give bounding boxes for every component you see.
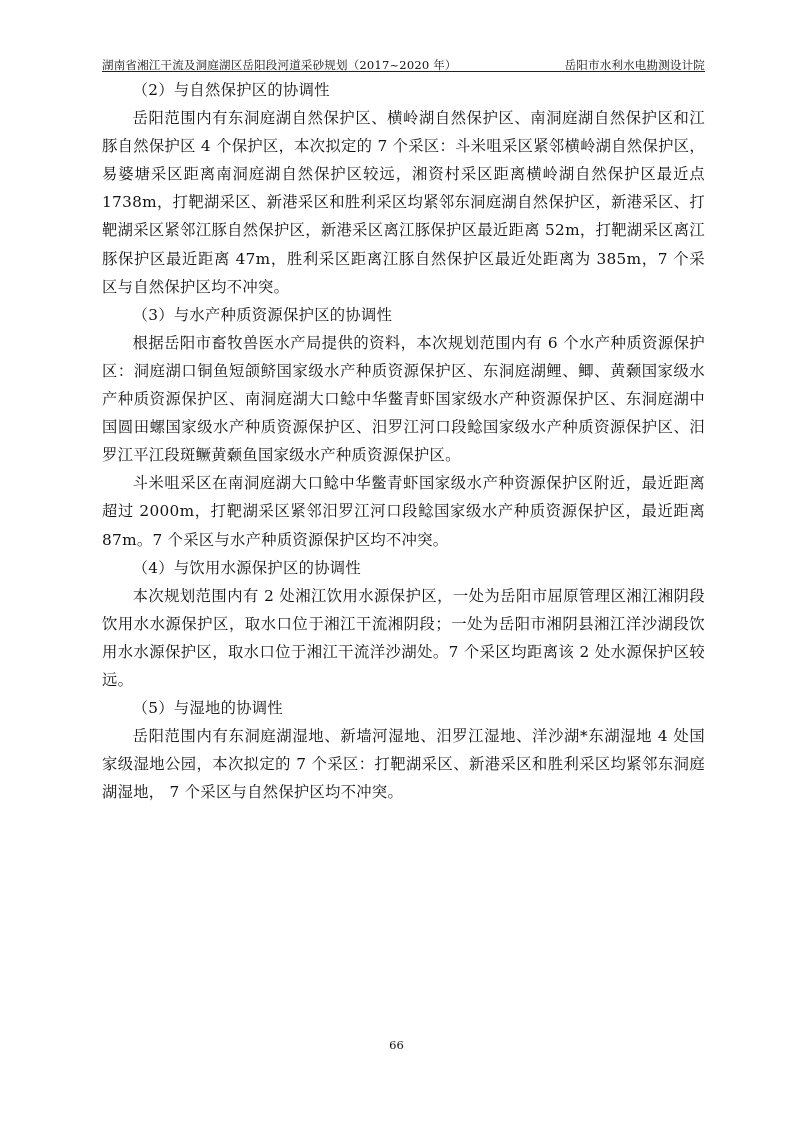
section-heading: （5）与湿地的协调性: [132, 699, 283, 718]
section-heading: （4）与饮用水源保护区的协调性: [132, 558, 361, 577]
body-paragraph: 岳阳范围内有东洞庭湖自然保护区、横岭湖自然保护区、南洞庭湖自然保护区和江豚自然保护区 4 个保护区，本次拟定的 7 个采区：斗米咀采区紧邻横岭湖自然保护区，易婆塘采区距离南洞庭湖自然保护区较远，湘资村采区距离横岭湖自然保护区最近点 1738m，打靶湖采区、新港采区和胜利采区均紧邻东洞庭湖自然保护区，新港采区、打靶湖采区紧邻江豚自然保护区，新港采区离江豚保护区最近距离 52m，打靶湖采区离江豚保护区最近距离 47m，胜利采区距离江豚自然保护区最近处距离为 385m，7 个采区与自然保护区均不冲突。: [102, 109, 705, 296]
header-title: 湖南省湘江干流及洞庭湖区岳阳段河道采砂规划（2017~2020 年）: [102, 58, 457, 72]
page-header: [102, 52, 705, 72]
section-heading: （2）与自然保护区的协调性: [132, 81, 330, 99]
body-paragraph: 岳阳范围内有东洞庭湖湿地、新墙河湿地、汨罗江湿地、洋沙湖*东湖湿地 4 处国家级湿地公园，本次拟定的 7 个采区：打靶湖采区、新港采区和胜利采区均紧邻东洞庭湖湿地， 7 个采区与自然保护区均不冲突。: [102, 727, 705, 802]
body-paragraph: 根据岳阳市畜牧兽医水产局提供的资料，本次规划范围内有 6 个水产种质资源保护区：洞庭湖口铜鱼短颌鲚国家级水产种质资源保护区、东洞庭湖鲤、鲫、黄颡国家级水产种质资源保护区、南洞庭湖大口鲶中华鳖青虾国家级水产种资源保护区、东洞庭湖中国圆田螺国家级水产种质资源保护区、汨罗江河口段鲶国家级水产种质资源保护区、汨罗江平江段斑鳜黄颡鱼国家级水产种质资源保护区。: [102, 333, 705, 465]
header-organization: 岳阳市水利水电勘测设计院: [564, 58, 705, 72]
section-heading: （3）与水产种质资源保护区的协调性: [132, 305, 393, 324]
page-number: 66: [389, 1038, 404, 1052]
header-divider: [102, 71, 705, 72]
body-paragraph: 本次规划范围内有 2 处湘江饮用水源保护区，一处为岳阳市屈原管理区湘江湘阴段饮用水水源保护区，取水口位于湘江干流湘阴段；一处为岳阳市湘阴县湘江洋沙湖段饮用水水源保护区，取水口位于湘江干流洋沙湖处。7 个采区均距离该 2 处水源保护区较远。: [102, 586, 705, 689]
document-body: [102, 76, 705, 806]
body-paragraph: 斗米咀采区在南洞庭湖大口鲶中华鳖青虾国家级水产种资源保护区附近，最近距离超过 2000m，打靶湖采区紧邻汨罗江河口段鲶国家级水产种质资源保护区，最近距离 87m。7 个采区与水产种质资源保护区均不冲突。: [102, 474, 705, 549]
